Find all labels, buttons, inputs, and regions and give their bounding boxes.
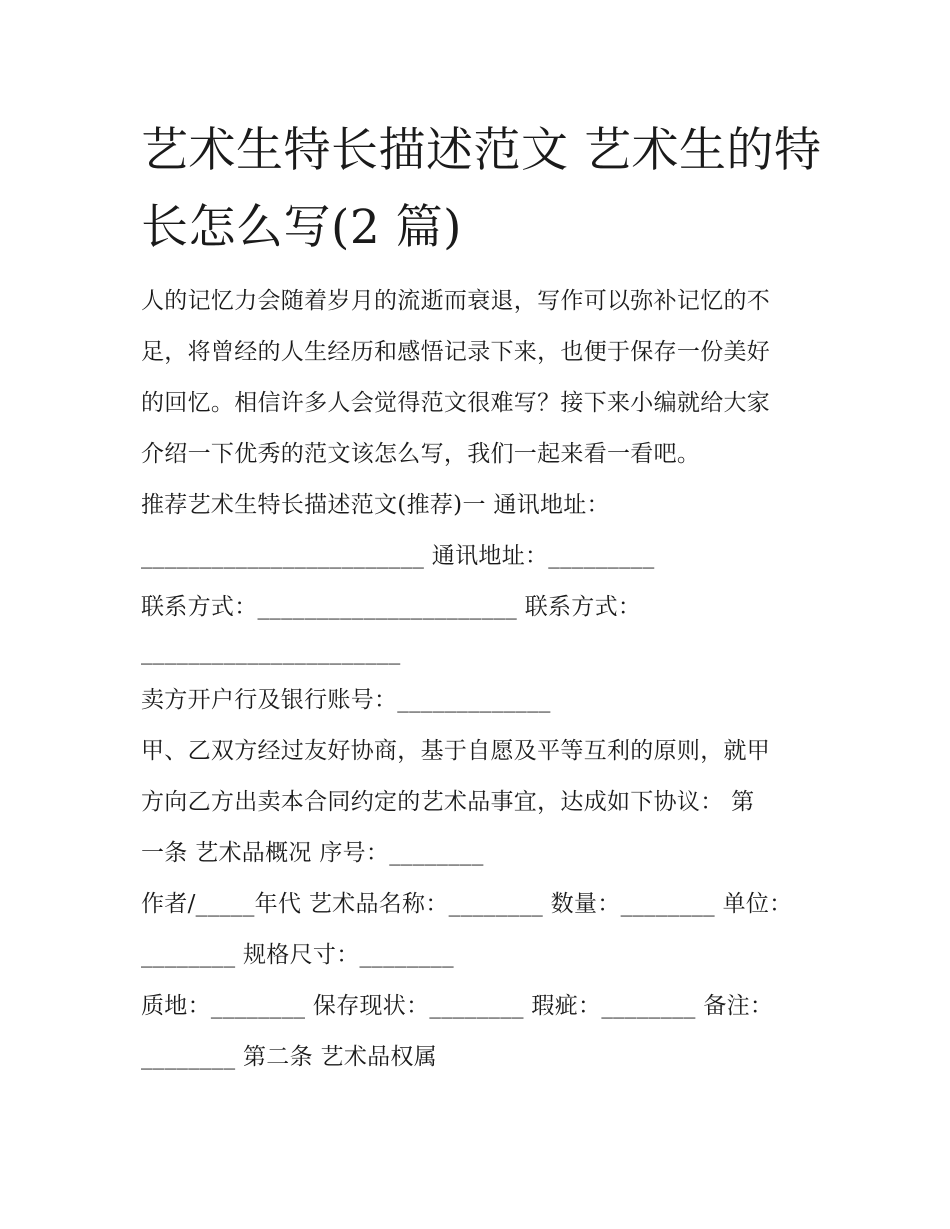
- body-line: 推荐艺术生特长描述范文(推荐)一 通讯地址：: [141, 492, 610, 518]
- body-line: 一条 艺术品概况 序号：________: [141, 840, 484, 866]
- body-line: 介绍一下优秀的范文该怎么写，我们一起来看一看吧。: [141, 441, 701, 467]
- body-line: 质地：________ 保存现状：________ 瑕疵：________ 备注：: [141, 993, 774, 1019]
- body-line: 卖方开户行及银行账号：_____________: [141, 687, 551, 713]
- body-line: 作者/_____年代 艺术品名称：________ 数量：________ 单位：: [141, 891, 793, 917]
- body-line: 联系方式：______________________ 联系方式：: [141, 594, 642, 620]
- body-line: 方向乙方出卖本合同约定的艺术品事宜，达成如下协议： 第: [141, 789, 755, 815]
- body-line: 甲、乙双方经过友好协商，基于自愿及平等互利的原则，就甲: [141, 738, 771, 764]
- body-line: 人的记忆力会随着岁月的流逝而衰退，写作可以弥补记忆的不: [141, 288, 771, 314]
- body-line: 的回忆。相信许多人会觉得范文很难写？接下来小编就给大家: [141, 390, 771, 416]
- body-line: ________ 规格尺寸：________: [141, 942, 454, 968]
- body-line: 足，将曾经的人生经历和感悟记录下来，也便于保存一份美好: [141, 339, 771, 365]
- body-line: ________________________ 通讯地址：_________: [141, 543, 655, 569]
- body-line: ______________________: [141, 639, 401, 665]
- document-title: 艺术生特长描述范文 艺术生的特长怎么写(2 篇): [141, 123, 822, 255]
- body-line: ________ 第二条 艺术品权属: [141, 1044, 438, 1070]
